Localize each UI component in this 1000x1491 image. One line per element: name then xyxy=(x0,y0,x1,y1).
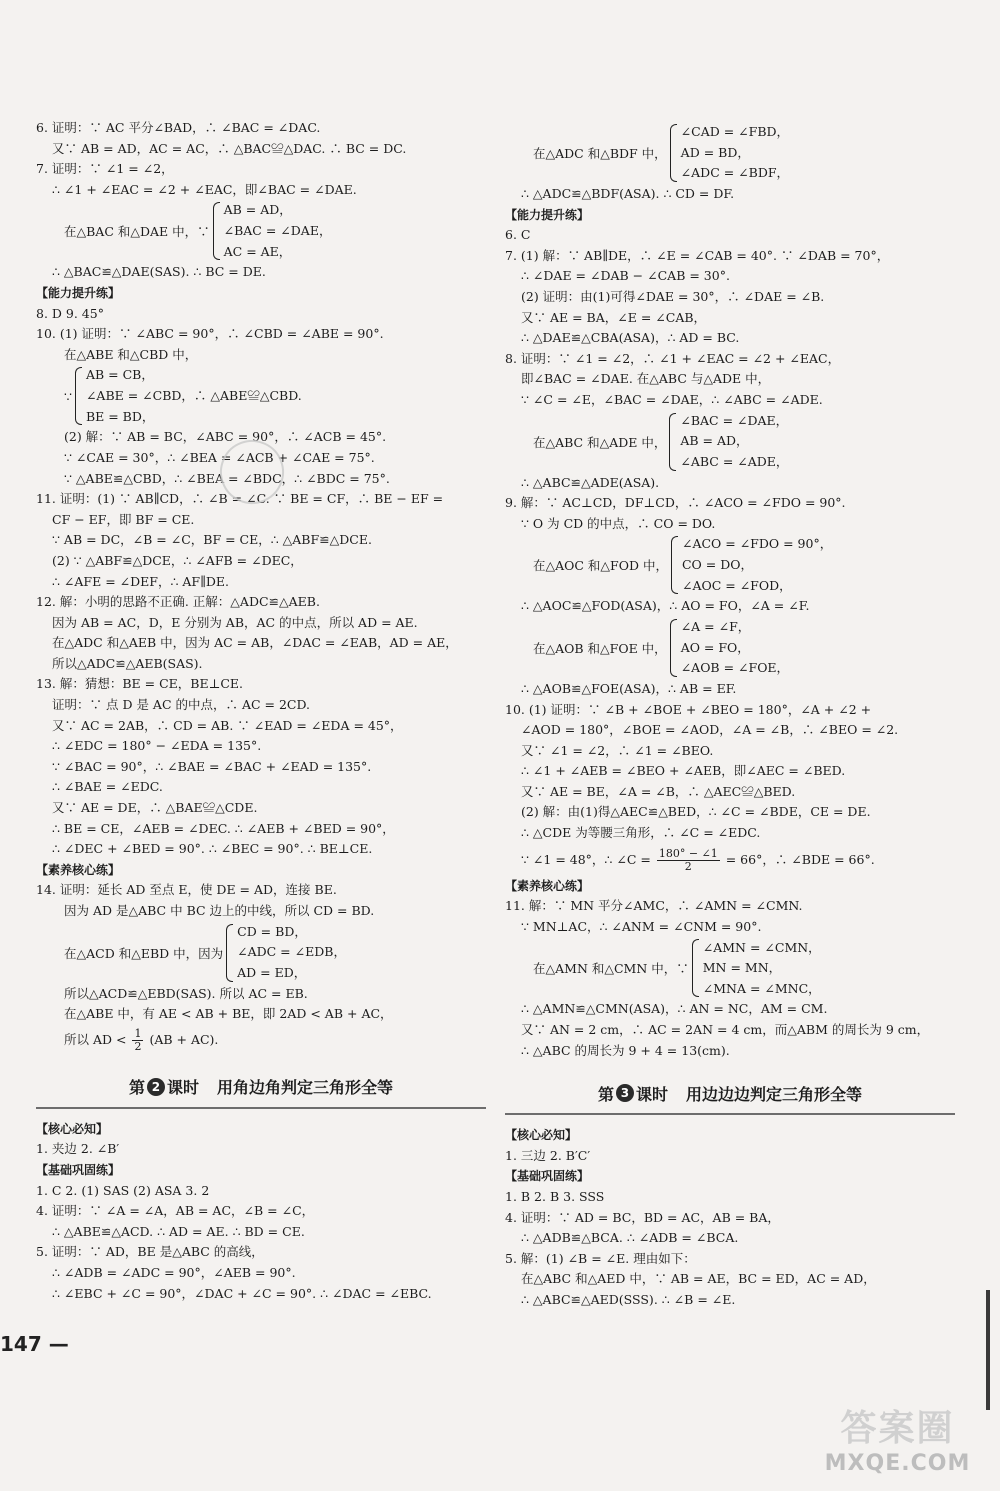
text-line: 1. B 2. B 3. SSS xyxy=(505,1189,605,1204)
text-line: (2) 解：由(1)得△AEC≌△BED，∴ ∠C = ∠BDE，CE = DE. xyxy=(521,804,871,820)
text-line: 在△ADC 和△AEB 中，因为 AC = AB，∠DAC = ∠EAB，AD = AE， xyxy=(52,635,458,651)
brace-items xyxy=(680,411,788,473)
text-line: 1. 三边 2. B′C′ xyxy=(505,1147,591,1163)
text-line: ∴ △ADB≌△BCA. ∴ ∠ADB = ∠BCA. xyxy=(521,1230,739,1246)
text-line: 在△ABE 和△CBD 中， xyxy=(64,346,198,362)
brace-item: MN = MN， xyxy=(702,960,782,976)
lesson-title-text: 用边边边判定三角形全等 xyxy=(686,1084,863,1104)
fraction-line xyxy=(505,844,955,876)
watermark-line1: 答案圈 xyxy=(840,1408,955,1449)
text-line: 又∵ AE = DE，∴ △BAE≌△CDE. xyxy=(52,800,258,816)
text-line: ∴ ∠DAE = ∠DAB − ∠CAB = 30°. xyxy=(521,268,730,284)
text-line: 6. 证明：∵ AC 平分∠BAD，∴ ∠BAC = ∠DAC. xyxy=(36,120,321,135)
brace-item: ∠ADC = ∠BDF， xyxy=(680,165,790,181)
brace-icon xyxy=(226,924,233,982)
brace-group xyxy=(505,534,955,596)
text-line: 11. 证明：(1) ∵ AB∥CD，∴ ∠B = ∠C. ∵ BE = CF，∴ BE − EF = xyxy=(36,491,444,507)
text-line: 5. 解：(1) ∠B = ∠E. 理由如下： xyxy=(505,1250,696,1266)
brace-icon xyxy=(213,202,220,260)
brace-item: ∠AOC = ∠FOD， xyxy=(681,577,792,593)
text-line: ∴ ∠AFE = ∠DEF，∴ AF∥DE. xyxy=(52,573,229,589)
text-line: ∴ △ABC≌△ADE(ASA). xyxy=(521,474,660,490)
brace-icon xyxy=(670,619,677,677)
text-line: 所以△ADC≌△AEB(SAS). xyxy=(52,655,203,671)
brace-items xyxy=(237,922,346,984)
text-line: ∵ ∠C = ∠E，∠BAC = ∠DAE，∴ ∠ABC = ∠ADE. xyxy=(521,391,823,407)
brace-item: AB = CB， xyxy=(85,367,154,383)
lesson-title xyxy=(36,1067,486,1109)
lesson-number-badge: 3 xyxy=(616,1084,634,1102)
text-line: 1. 夹边 2. ∠B′ xyxy=(36,1141,120,1157)
text-line: 1. C 2. (1) SAS (2) ASA 3. 2 xyxy=(36,1182,210,1198)
text-line: 7. (1) 解：∵ AB∥DE，∴ ∠E = ∠CAB = 40°. ∵ ∠DAB = 70°， xyxy=(505,247,890,263)
fraction-suffix: = 66°，∴ ∠BDE = 66°. xyxy=(725,851,875,867)
section-heading: 【能力提升练】 xyxy=(36,285,121,300)
fraction-numerator: 180° − ∠1 xyxy=(658,846,718,860)
brace-icon xyxy=(669,413,676,471)
brace-items xyxy=(681,617,789,679)
brace-item: BE = BD， xyxy=(85,408,155,424)
brace-item: ∠AOB = ∠FOE， xyxy=(680,660,790,676)
text-line: ∠AOD = 180°，∠BOE = ∠AOD，∠A = ∠B，∴ ∠BEO = ∠2. xyxy=(521,722,899,738)
brace-item: ∠CAD = ∠FBD， xyxy=(680,124,790,140)
brace-group xyxy=(36,200,486,262)
lesson-number-badge: 2 xyxy=(147,1078,165,1096)
brace-icon xyxy=(670,124,677,182)
brace-prefix: 在△ACD 和△EBD 中，因为 xyxy=(64,945,224,961)
text-line: ∴ △ADC≌△BDF(ASA). ∴ CD = DF. xyxy=(521,186,735,201)
brace-item: CO = DO， xyxy=(681,557,753,573)
brace-icon xyxy=(75,367,82,425)
text-line: ∴ BE = CE，∠AEB = ∠DEC. ∴ ∠AEB + ∠BED = 90°， xyxy=(52,820,395,836)
brace-item: AB = AD， xyxy=(680,433,749,449)
text-line: 又∵ AC = 2AB，∴ CD = AB. ∵ ∠EAD = ∠EDA = 45°， xyxy=(52,717,403,733)
text-line: 所以△ACD≌△EBD(SAS). 所以 AC = EB. xyxy=(64,985,308,1001)
text-line: 10. (1) 证明：∵ ∠ABC = 90°，∴ ∠CBD = ∠ABE = 90°. xyxy=(36,326,384,342)
brace-item: ∠ABE = ∠CBD，∴ △ABE≌△CBD. xyxy=(85,388,302,404)
text-line: ∴ ∠EBC + ∠C = 90°，∠DAC + ∠C = 90°. ∴ ∠DAC = ∠EBC. xyxy=(52,1285,432,1301)
text-line: 又∵ AN = 2 cm，∴ AC = 2AN = 4 cm，而△ABM 的周长为 9 cm， xyxy=(521,1022,930,1038)
text-line: 13. 解：猜想：BE = CE，BE⊥CE. xyxy=(36,676,244,692)
fraction xyxy=(132,1028,143,1053)
brace-items xyxy=(224,200,332,262)
brace-group xyxy=(505,122,955,184)
text-line: ∴ △DAE≌△CBA(ASA)，∴ AD = BC. xyxy=(521,330,740,346)
text-line: 因为 AB = AC，D，E 分别为 AB，AC 的中点，所以 AD = AE. xyxy=(52,614,418,630)
text-line: ∴ △BAC≌△DAE(SAS). ∴ BC = DE. xyxy=(52,264,266,280)
text-line: 又∵ ∠1 = ∠2，∴ ∠1 = ∠BEO. xyxy=(521,742,714,758)
text-line: 7. 证明：∵ ∠1 = ∠2， xyxy=(36,161,174,177)
text-line: ∴ ∠ADB = ∠ADC = 90°，∠AEB = 90°. xyxy=(52,1264,296,1280)
text-line: 又∵ AB = AD，AC = AC，∴ △BAC≌△DAC. ∴ BC = DC. xyxy=(52,140,407,156)
fraction-line xyxy=(36,1025,486,1055)
text-line: 6. C xyxy=(505,227,531,243)
section-heading: 【素养核心练】 xyxy=(505,878,590,893)
text-line: ∴ ∠1 + ∠AEB = ∠BEO + ∠AEB，即∠AEC = ∠BED. xyxy=(521,763,846,779)
brace-item: ∠ACO = ∠FDO = 90°， xyxy=(681,536,833,552)
brace-item: AC = AE， xyxy=(223,243,292,259)
fraction xyxy=(657,848,720,873)
lesson-suffix: 课时 xyxy=(166,1078,199,1098)
right-column xyxy=(505,118,955,1311)
brace-items xyxy=(86,365,302,427)
text-line: 在△ABE 中，有 AE < AB + BE，即 2AD < AB + AC， xyxy=(64,1006,393,1022)
text-line: ∵ AB = DC，∠B = ∠C，BF = CE，∴ △ABF≌△DCE. xyxy=(52,532,372,548)
text-line: ∴ △AOC≌△FOD(ASA)，∴ AO = FO，∠A = ∠F. xyxy=(521,598,810,614)
section-heading: 【核心必知】 xyxy=(36,1121,109,1136)
brace-items xyxy=(682,534,832,596)
text-line: 即∠BAC = ∠DAE. 在△ABC 与△ADE 中， xyxy=(521,371,771,387)
text-line: ∴ ∠1 + ∠EAC = ∠2 + ∠EAC，即∠BAC = ∠DAE. xyxy=(52,181,357,197)
text-line: ∴ △ABE≌△ACD. ∴ AD = AE. ∴ BD = CE. xyxy=(52,1223,305,1239)
text-line: 又∵ AE = BE，∠A = ∠B，∴ △AEC≌△BED. xyxy=(521,783,796,799)
fraction-prefix: 所以 AD < xyxy=(64,1031,127,1047)
brace-icon xyxy=(692,939,699,997)
watermark-logo xyxy=(805,1400,990,1486)
section-heading: 【核心必知】 xyxy=(505,1128,578,1143)
brace-group xyxy=(505,617,955,679)
text-line: ∴ △CDE 为等腰三角形，∴ ∠C = ∠EDC. xyxy=(521,825,761,841)
text-line: ∵ O 为 CD 的中点，∴ CO = DO. xyxy=(521,515,716,531)
brace-prefix: 在△AOC 和△FOD 中， xyxy=(533,558,668,574)
text-line: ∴ ∠EDC = 180° − ∠EDA = 135°. xyxy=(52,738,262,754)
text-line: ∵ MN⊥AC，∴ ∠ANM = ∠CNM = 90°. xyxy=(521,918,762,934)
text-line: ∵ ∠CAE = 30°，∴ ∠BEA = ∠ACB + ∠CAE = 75°. xyxy=(64,449,375,465)
page-number: 147 — xyxy=(0,1332,69,1356)
brace-item: ∠MNA = ∠MNC， xyxy=(702,980,821,996)
text-line: ∵ △ABE≌△CBD，∴ ∠BEA = ∠BDC，∴ ∠BDC = 75°. xyxy=(64,470,390,486)
brace-item: ∠AMN = ∠CMN， xyxy=(702,939,821,955)
text-line: 4. 证明：∵ AD = BC，BD = AC，AB = BA， xyxy=(505,1209,780,1225)
fraction-denominator: 2 xyxy=(134,1039,142,1053)
section-heading: 【素养核心练】 xyxy=(36,862,121,877)
brace-item: AD = ED， xyxy=(237,964,307,980)
text-line: ∴ △ABC≌△AED(SSS). ∴ ∠B = ∠E. xyxy=(521,1291,736,1307)
text-line: 因为 AD 是△ABC 中 BC 边上的中线，所以 CD = BD. xyxy=(64,903,375,918)
text-line: 证明：∵ 点 D 是 AC 的中点，∴ AC = 2CD. xyxy=(52,697,311,713)
section-heading: 【基础巩固练】 xyxy=(36,1162,121,1177)
section-heading: 【能力提升练】 xyxy=(505,207,590,222)
brace-prefix: ∵ xyxy=(64,388,72,404)
text-line: 在△ABC 和△AED 中，∵ AB = AE，BC = ED，AC = AD， xyxy=(521,1271,876,1287)
text-line: (2) 证明：由(1)可得∠DAE = 30°，∴ ∠DAE = ∠B. xyxy=(521,288,825,304)
brace-prefix: 在△AOB 和△FOE 中， xyxy=(533,640,667,656)
watermark-line2: MXQE.COM xyxy=(824,1451,971,1476)
text-line: 8. D 9. 45° xyxy=(36,305,104,321)
brace-item: ∠BAC = ∠DAE， xyxy=(223,223,332,239)
brace-icon xyxy=(671,536,678,594)
text-line: 14. 证明：延长 AD 至点 E，使 DE = AD，连接 BE. xyxy=(36,882,337,898)
lesson-prefix: 第 xyxy=(597,1084,614,1104)
brace-group xyxy=(36,365,486,427)
text-line: 12. 解：小明的思路不正确. 正解：△ADC≌△AEB. xyxy=(36,594,320,610)
brace-item: ∠A = ∠F， xyxy=(680,619,751,635)
brace-item: AO = FO， xyxy=(680,639,750,655)
text-line: 10. (1) 证明：∵ ∠B + ∠BOE + ∠BEO = 180°，∠A + ∠2 + xyxy=(505,701,872,717)
section-heading: 【基础巩固练】 xyxy=(505,1169,590,1184)
lesson-prefix: 第 xyxy=(128,1078,145,1098)
brace-item: AD = BD， xyxy=(680,144,750,160)
brace-prefix: 在△BAC 和△DAE 中，∵ xyxy=(64,224,210,240)
left-column xyxy=(36,118,486,1304)
brace-item: ∠BAC = ∠DAE， xyxy=(680,412,789,428)
brace-item: ∠ABC = ∠ADE， xyxy=(680,453,789,469)
fraction-denominator: 2 xyxy=(684,859,692,873)
text-line: ∴ △ABC 的周长为 9 + 4 = 13(cm). xyxy=(521,1042,730,1058)
text-line: ∴ △AOB≌△FOE(ASA)，∴ AB = EF. xyxy=(521,680,737,696)
brace-item: AB = AD， xyxy=(223,202,292,218)
lesson-title xyxy=(505,1073,955,1115)
text-line: 4. 证明：∵ ∠A = ∠A，AB = AC，∠B = ∠C， xyxy=(36,1203,315,1219)
fraction-numerator: 1 xyxy=(134,1026,142,1040)
text-line: CF − EF，即 BF = CE. xyxy=(52,511,195,527)
text-line: (2) ∵ △ABF≌△DCE，∴ ∠AFB = ∠DEC， xyxy=(52,552,303,568)
text-line: (2) 解：∵ AB = BC，∠ABC = 90°，∴ ∠ACB = 45°. xyxy=(64,429,387,445)
brace-items xyxy=(703,938,821,1000)
lesson-suffix: 课时 xyxy=(635,1084,668,1104)
text-line: 5. 证明：∵ AD，BE 是△ABC 的高线， xyxy=(36,1244,264,1260)
fraction-prefix: ∵ ∠1 = 48°，∴ ∠C = xyxy=(521,851,651,867)
brace-item: CD = BD， xyxy=(237,923,307,939)
fraction-suffix: (AB + AC). xyxy=(149,1031,219,1047)
edge-bar xyxy=(986,1290,990,1410)
brace-group xyxy=(505,411,955,473)
brace-prefix: 在△ADC 和△BDF 中， xyxy=(533,146,667,161)
text-line: 8. 证明：∵ ∠1 = ∠2，∴ ∠1 + ∠EAC = ∠2 + ∠EAC， xyxy=(505,350,841,366)
text-line: 11. 解：∵ MN 平分∠AMC，∴ ∠AMN = ∠CMN. xyxy=(505,898,803,914)
brace-group xyxy=(36,922,486,984)
brace-prefix: 在△AMN 和△CMN 中，∵ xyxy=(533,961,689,977)
text-line: ∴ ∠DEC + ∠BED = 90°. ∴ ∠BEC = 90°. ∴ BE⊥CE. xyxy=(52,841,373,857)
text-line: 又∵ AE = BA，∠E = ∠CAB， xyxy=(521,309,707,325)
brace-item: ∠ADC = ∠EDB， xyxy=(237,944,346,960)
brace-prefix: 在△ABC 和△ADE 中， xyxy=(533,434,667,450)
lesson-title-text: 用角边角判定三角形全等 xyxy=(217,1078,394,1098)
text-line: 9. 解：∵ AC⊥CD，DF⊥CD，∴ ∠ACO = ∠FDO = 90°. xyxy=(505,495,846,511)
text-line: ∵ ∠BAC = 90°，∴ ∠BAE = ∠BAC + ∠EAD = 135°. xyxy=(52,758,372,774)
text-line: ∴ ∠BAE = ∠EDC. xyxy=(52,779,163,795)
brace-items xyxy=(681,122,789,184)
brace-group xyxy=(505,937,955,999)
text-line: ∴ △AMN≌△CMN(ASA)，∴ AN = NC，AM = CM. xyxy=(521,1001,828,1017)
